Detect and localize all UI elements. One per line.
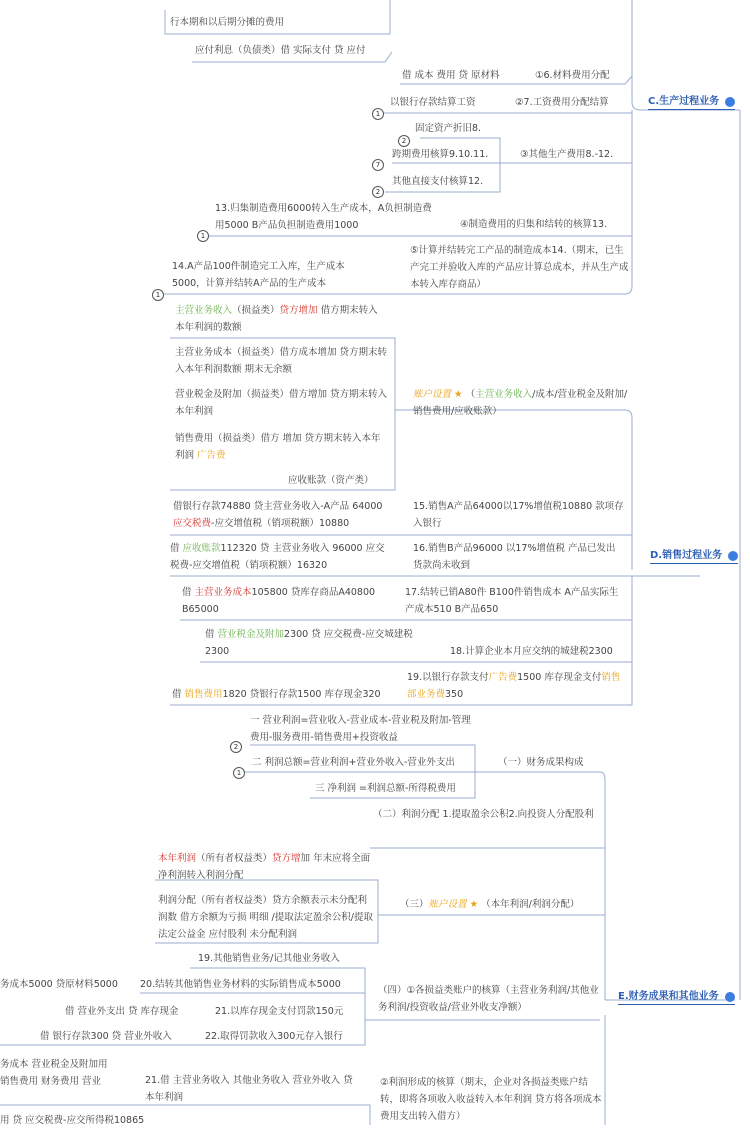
entry-19-a: 借 <box>172 689 185 700</box>
total-profit-node[interactable]: 二 利润总额=营业利润+营业外收入-营业外支出 <box>252 757 455 768</box>
collapse-badge-op-profit[interactable]: 2 <box>230 741 242 753</box>
item-17-node[interactable]: 17.结转已销A80件 B100件销售成本 A产品实际生产成本510 B产品650 <box>405 587 619 615</box>
fin-setup-rest: （本年利润/利润分配） <box>481 899 580 910</box>
entry-19-selling: 销售费用 <box>184 689 223 700</box>
branch-production[interactable] <box>648 95 735 110</box>
wage-entry-node[interactable]: 以银行存款结算工资 <box>390 97 476 108</box>
item-22-node[interactable]: 22.取得罚款收入300元存入银行 <box>205 1031 343 1042</box>
acct-receivable-node[interactable]: 应收账款（资产类） <box>288 475 374 486</box>
collapse-badge-depr[interactable]: 2 <box>398 135 410 147</box>
interest-payable-node[interactable]: 应付利息（负债类）借 实际支付 贷 应付 <box>195 45 366 56</box>
distribution-node[interactable]: （二）利润分配 1.提取盈余公积2.向投资人分配股利 <box>373 809 594 820</box>
other-prod-item-node[interactable]: ③其他生产费用8.-12. <box>520 149 614 160</box>
item-19-a: 19.以银行存款支付 <box>407 672 489 683</box>
entry-15-tax: 应交税费 <box>173 518 212 529</box>
sales-account-setup-node[interactable] <box>413 386 628 420</box>
other-sales-title-node[interactable]: 19.其他销售业务/记其他业务收入 <box>198 953 340 964</box>
entry-19-node[interactable] <box>172 686 381 703</box>
mfg-item-node[interactable]: ④制造费用的归集和结转的核算13. <box>460 219 608 230</box>
entry-16-b: 112320 贷 主营业务收入 96000 应交税费-应交增值税（销项税额）16320 <box>170 543 385 571</box>
prev-period-text: 行本期和以后期分摊的费用 <box>170 17 285 28</box>
profit-formation-node[interactable]: ②利润形成的核算（期末，企业对各损益类账户结转，即将各项收入收益转入本年利润 贷方将各项成本费用支出转入借方） <box>380 1077 602 1122</box>
item-16-node[interactable]: 16.销售B产品96000 以17%增值税 产品已发出 货款尚未收到 <box>413 543 616 571</box>
entry-21-node[interactable]: 借 营业外支出 贷 库存现金 <box>65 1006 179 1017</box>
entry-18-a: 借 <box>205 629 218 640</box>
acct-current-profit-credit: 贷方增 <box>272 853 301 864</box>
pl-accounts-node[interactable]: （四）①各损益类账户的核算（主营业务利润/其他业务利润/投资收益/营业外收支净额） <box>378 985 599 1013</box>
composition-node[interactable]: （一）财务成果构成 <box>498 757 584 768</box>
depreciation-node[interactable]: 固定资产折旧8. <box>415 123 482 134</box>
entry-17-cost: 主营业务成本 <box>194 587 252 598</box>
net-profit-node[interactable]: 三 净利润 =利润总额-所得税费用 <box>315 783 456 794</box>
acct-tax-node[interactable]: 营业税金及附加（损益类）借方增加 贷方期末转入本年利润 <box>175 389 388 417</box>
entry-19-b: 1820 贷银行存款1500 库存现金320 <box>222 689 381 700</box>
entry-20-node[interactable]: 务成本5000 贷原材料5000 <box>0 979 118 990</box>
item-15-node[interactable]: 15.销售A产品64000以17%增值税10880 款项存入银行 <box>413 501 624 529</box>
fin-setup-label: 账户设置 <box>428 899 467 910</box>
acct-selling-expense-node[interactable] <box>175 430 390 464</box>
income-tax-entry-node[interactable]: 用 贷 应交税费-应交所得税10865 <box>0 1115 145 1126</box>
entry-16-node[interactable] <box>170 540 385 574</box>
item-19-node[interactable] <box>407 669 627 703</box>
fin-setup-prefix: （三） <box>400 899 429 910</box>
entry-18-node[interactable] <box>205 626 425 660</box>
branch-financial-dot <box>725 992 735 1002</box>
collapse-badge-direct[interactable]: 2 <box>372 186 384 198</box>
acct-main-revenue-rest: 借方期末转入本年利润的数额 <box>175 305 378 333</box>
acct-main-revenue-credit: 贷方增加 <box>279 305 318 316</box>
entry-15-b: -应交增值税（销项税额）10880 <box>211 518 350 529</box>
item-23-node[interactable]: 21.借 主营业务收入 其他业务收入 营业外收入 贷 本年利润 <box>145 1075 353 1103</box>
branch-sales-label: D.销售过程业务 <box>650 550 723 561</box>
item-18-node[interactable]: 18.计算企业本月应交纳的城建税2300 <box>450 646 613 657</box>
entry-16-a: 借 <box>170 543 183 554</box>
item-20-node[interactable]: 20.结转其他销售业务材料的实际销售成本5000 <box>140 979 341 990</box>
acct-current-profit-type: （所有者权益类） <box>196 853 273 864</box>
mfg-entry-node[interactable]: 13.归集制造费用6000转入生产成本，A负担制造费用5000 B产品负担制造费用1000 <box>215 203 432 231</box>
entry-23-node[interactable]: 务成本 营业税金及附加用 销售费用 财务费用 营业 <box>0 1059 108 1087</box>
sales-setup-star: ★ <box>454 389 463 400</box>
acct-current-profit-rest: 加 年末应将全面净利润转入利润分配 <box>158 853 371 881</box>
accrual-node[interactable]: 跨期费用核算9.10.11. <box>392 149 489 160</box>
wage-item-node[interactable]: ②7.工资费用分配结算 <box>515 97 609 108</box>
fin-setup-star: ★ <box>469 899 479 910</box>
entry-17-a: 借 <box>182 587 195 598</box>
branch-sales[interactable] <box>650 549 738 564</box>
branch-financial-label: E.财务成果和其他业务 <box>618 991 719 1002</box>
entry-17-b: 105800 贷库存商品A40800 B65000 <box>182 587 376 615</box>
finished-item-node[interactable]: ⑤计算并结转完工产品的制造成本14.（期末，已生产完工并验收入库的产品应计算总成本，并从生产成本转入库存商品） <box>410 245 629 290</box>
entry-18-b: 2300 贷 应交税费-应交城建税 2300 <box>205 629 413 657</box>
entry-16-receivable: 应收账款 <box>182 543 221 554</box>
finished-entry-node[interactable]: 14.A产品100件制造完工入库，生产成本5000，计算并结转A产品的生产成本 <box>172 261 345 289</box>
acct-current-profit-node[interactable] <box>158 850 373 884</box>
acct-current-profit-name: 本年利润 <box>158 853 197 864</box>
material-entry-node[interactable]: 借 成本 费用 贷 原材料 <box>402 70 500 81</box>
item-19-dept: 销售部业务费 <box>407 672 621 700</box>
item-19-b: 1500 库存现金支付 <box>517 672 602 683</box>
financial-account-setup-node[interactable] <box>400 896 579 913</box>
collapse-badge-mfg[interactable]: 1 <box>197 230 209 242</box>
collapse-badge-wage[interactable]: 1 <box>372 108 384 120</box>
branch-production-label: C.生产过程业务 <box>648 96 720 107</box>
acct-main-revenue-node[interactable] <box>175 302 385 336</box>
sales-setup-open: （ <box>465 389 476 400</box>
entry-17-node[interactable] <box>182 584 382 618</box>
entry-22-node[interactable]: 借 银行存款300 贷 营业外收入 <box>40 1031 172 1042</box>
acct-profit-distribution-node[interactable]: 利润分配（所有者权益类）贷方余额表示未分配利润数 借方余额为亏损 明细 /提取法定盈余公积/提取法定公益金 应付股利 未分配利润 <box>158 895 373 940</box>
acct-main-revenue-name: 主营业务收入 <box>175 305 233 316</box>
entry-18-tax: 营业税金及附加 <box>217 629 285 640</box>
sales-setup-rest: /成本/营业税金及附加/销售费用/应收账款） <box>413 389 628 417</box>
operating-profit-node[interactable]: 一 营业利润=营业收入-营业成本-营业税及附加-管理费用-服务费用-销售费用+投资收益 <box>250 715 471 743</box>
acct-main-revenue-type: （损益类） <box>232 305 280 316</box>
sales-setup-main-revenue: 主营业务收入 <box>475 389 533 400</box>
branch-sales-dot <box>728 551 738 561</box>
item-19-c: 350 <box>445 689 464 700</box>
direct-pay-node[interactable]: 其他直接支付核算12. <box>392 176 484 187</box>
acct-selling-expense-ad: 广告费 <box>197 450 226 461</box>
item-21-node[interactable]: 21.以库存现金支付罚款150元 <box>215 1006 344 1017</box>
sales-setup-label: 账户设置 <box>413 389 452 400</box>
entry-15-node[interactable] <box>173 498 388 532</box>
entry-15-a: 借银行存款74880 贷主营业务收入-A产品 64000 <box>173 501 383 512</box>
branch-production-dot <box>725 97 735 107</box>
acct-selling-expense-text: 销售费用（损益类）借方 增加 贷方期末转入本年利润 <box>175 433 381 461</box>
acct-main-cost-node[interactable]: 主营业务成本（损益类）借方成本增加 贷方期末转入本年利润数额 期末无余额 <box>175 347 388 375</box>
collapse-badge-accrual[interactable]: 7 <box>372 159 384 171</box>
branch-financial[interactable] <box>618 990 735 1005</box>
collapse-badge-finished[interactable]: 1 <box>152 289 164 301</box>
item-19-ad: 广告费 <box>488 672 518 683</box>
collapse-badge-total-profit[interactable]: 1 <box>233 767 245 779</box>
material-item-node[interactable]: ①6.材料费用分配 <box>535 70 610 81</box>
